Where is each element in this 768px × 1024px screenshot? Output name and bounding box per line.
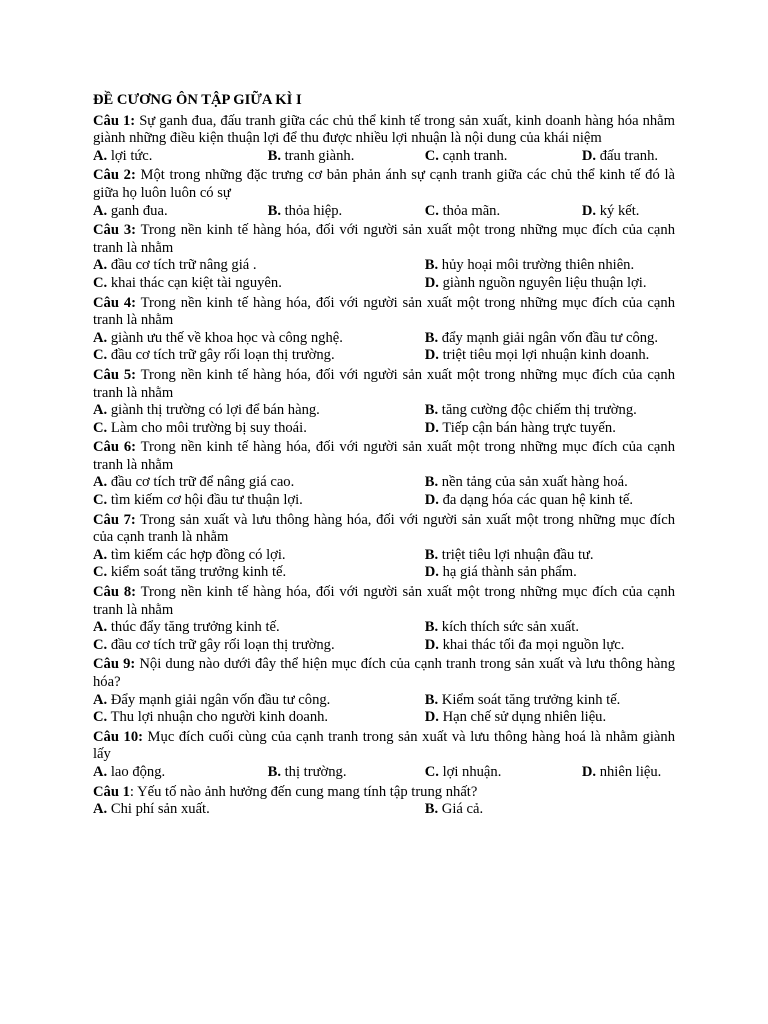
option-text: thị trường.: [280, 763, 347, 780]
question-text: [93, 729, 675, 764]
question-number: Câu 2:: [93, 167, 136, 184]
option-letter: D.: [581, 763, 597, 780]
option-letter: A.: [93, 546, 108, 563]
question-body: Sự ganh đua, đấu tranh giữa các chủ thể kinh tế trong sản xuất, kinh doanh hàng hóa nhằm giành những điều kiện thuận lợi để thu được nhiều lợi nhuận là nội dung của khái niệm: [93, 112, 676, 147]
question-text: [93, 113, 675, 148]
option-letter: D.: [424, 347, 439, 364]
question-text: [93, 656, 675, 691]
question-body: Trong nền kinh tế hàng hóa, đối với người sản xuất một trong những mục đích của cạnh tranh là nhằm: [93, 584, 675, 618]
option-letter: B.: [424, 801, 439, 818]
question-number: Câu 6:: [93, 439, 137, 456]
option-letter: C.: [93, 274, 108, 291]
option-letter: A.: [93, 402, 108, 419]
answer-option-b: [425, 330, 675, 348]
answer-options: [93, 330, 675, 365]
option-letter: C.: [93, 492, 108, 509]
question-2: [93, 167, 675, 220]
answer-option-b: [268, 203, 425, 221]
option-text: giành thị trường có lợi để bán hàng.: [107, 402, 320, 419]
option-letter: B.: [424, 619, 439, 636]
option-text: ganh đua.: [107, 202, 168, 219]
option-letter: B.: [267, 147, 281, 164]
option-letter: C.: [424, 147, 439, 164]
answer-option-b: [268, 148, 425, 166]
option-text: nhiên liệu.: [596, 763, 662, 780]
option-letter: A.: [93, 763, 108, 780]
option-letter: D.: [424, 419, 439, 436]
option-letter: A.: [93, 329, 108, 346]
answer-option-a: [93, 257, 425, 275]
option-text: thúc đẩy tăng trưởng kinh tế.: [107, 619, 280, 636]
answer-options: [93, 801, 675, 819]
option-letter: A.: [93, 257, 108, 274]
question-text: [93, 584, 675, 619]
question-9: [93, 656, 675, 726]
answer-option-c: [93, 492, 425, 510]
option-letter: B.: [424, 402, 439, 419]
answer-option-a: [93, 330, 425, 348]
option-text: tăng cường độc chiếm thị trường.: [438, 402, 637, 419]
option-text: Thu lợi nhuận cho người kinh doanh.: [107, 709, 329, 726]
question-list: [93, 113, 675, 819]
option-text: đầu cơ tích trữ để nâng giá cao.: [107, 474, 295, 491]
option-letter: D.: [424, 636, 439, 653]
answer-option-a: [93, 203, 268, 221]
question-body: Một trong những đặc trưng cơ bản phản ánh sự cạnh tranh giữa các chủ thể kinh tế đó là giữa họ luôn luôn có sự: [93, 167, 676, 201]
answer-option-d: [425, 637, 675, 655]
option-letter: C.: [93, 419, 108, 436]
answer-options: [93, 547, 675, 582]
option-text: tìm kiếm các hợp đồng có lợi.: [107, 546, 286, 563]
option-text: Kiểm soát tăng trưởng kinh tế.: [438, 691, 621, 708]
option-text: kiểm soát tăng trưởng kinh tế.: [107, 564, 287, 581]
question-3: [93, 222, 675, 292]
option-letter: A.: [93, 147, 108, 164]
option-text: triệt tiêu mọi lợi nhuận kinh doanh.: [438, 347, 650, 364]
option-text: tìm kiếm cơ hội đầu tư thuận lợi.: [107, 492, 303, 509]
answer-option-d: [582, 203, 675, 221]
question-text: [93, 439, 675, 474]
option-letter: D.: [581, 147, 597, 164]
option-text: giành ưu thế về khoa học và công nghệ.: [107, 329, 343, 346]
question-text: [93, 367, 675, 402]
option-text: đấu tranh.: [596, 147, 659, 164]
option-letter: D.: [424, 709, 439, 726]
option-text: hủy hoại môi trường thiên nhiên.: [438, 257, 635, 274]
answer-option-c: [93, 564, 425, 582]
option-letter: D.: [424, 564, 439, 581]
question-number: Câu 4:: [93, 294, 137, 311]
answer-option-d: [425, 420, 675, 438]
question-body: Mục đích cuối cùng của cạnh tranh trong sản xuất và lưu thông hàng hoá là nhằm giành lấy: [93, 728, 675, 763]
answer-option-a: [93, 619, 425, 637]
answer-option-c: [93, 709, 425, 727]
option-letter: A.: [93, 691, 108, 708]
option-text: đa dạng hóa các quan hệ kinh tế.: [438, 492, 634, 509]
answer-options: [93, 257, 675, 292]
option-text: lợi tức.: [107, 147, 153, 164]
question-number: Câu 9:: [93, 656, 136, 673]
answer-option-a: [93, 547, 425, 565]
answer-option-d: [582, 148, 675, 166]
answer-options: [93, 148, 675, 166]
option-letter: B.: [424, 329, 439, 346]
question-text: [93, 295, 675, 330]
option-letter: B.: [424, 257, 439, 274]
question-number: Câu 5:: [93, 366, 137, 383]
answer-option-d: [425, 709, 675, 727]
answer-option-a: [93, 148, 268, 166]
question-text: [93, 222, 675, 257]
option-letter: C.: [424, 202, 439, 219]
option-letter: D.: [424, 492, 439, 509]
option-text: ký kết.: [596, 202, 640, 219]
question-body: Nội dung nào dưới đây thể hiện mục đích của cạnh tranh trong sản xuất và lưu thông hàng hóa?: [93, 656, 675, 690]
option-text: thỏa mãn.: [438, 202, 501, 219]
question-text: [93, 167, 675, 202]
answer-option-b: [425, 402, 675, 420]
answer-options: [93, 692, 675, 727]
option-text: khai thác cạn kiệt tài nguyên.: [107, 274, 282, 291]
answer-option-a: [93, 474, 425, 492]
answer-option-a: [93, 692, 425, 710]
answer-option-a: [93, 402, 425, 420]
answer-option-c: [425, 764, 582, 782]
answer-option-c: [425, 148, 582, 166]
answer-option-a: [93, 764, 268, 782]
option-letter: B.: [267, 763, 281, 780]
answer-options: [93, 764, 675, 782]
option-text: nền tảng của sản xuất hàng hoá.: [438, 474, 628, 491]
question-body: Trong nền kinh tế hàng hóa, đối với người sản xuất một trong những mục đích của cạnh tranh là nhằm: [93, 222, 675, 256]
question-body: Trong sản xuất và lưu thông hàng hóa, đối với người sản xuất một trong những mục đích của cạnh tranh là nhằm: [93, 511, 676, 546]
answer-option-c: [93, 347, 425, 365]
answer-options: [93, 474, 675, 509]
option-letter: B.: [424, 691, 439, 708]
option-letter: C.: [424, 763, 439, 780]
answer-option-b: [425, 801, 675, 819]
option-text: kích thích sức sản xuất.: [438, 619, 579, 636]
question-body: Trong nền kinh tế hàng hóa, đối với người sản xuất một trong những mục đích của cạnh tranh là nhằm: [93, 294, 675, 329]
answer-option-c: [93, 637, 425, 655]
option-text: đầu cơ tích trữ nâng giá .: [107, 257, 257, 274]
question-10: [93, 729, 675, 782]
option-text: lợi nhuận.: [438, 763, 502, 780]
question-text: [93, 512, 675, 547]
option-text: đầu cơ tích trữ gây rối loạn thị trường.: [107, 347, 335, 364]
question-body: : Yếu tố nào ảnh hưởng đến cung mang tính tập trung nhất?: [129, 783, 478, 800]
option-letter: A.: [93, 619, 108, 636]
question-1: [93, 113, 675, 166]
option-letter: C.: [93, 347, 108, 364]
answer-options: [93, 619, 675, 654]
answer-option-c: [93, 420, 425, 438]
question-body: Trong nền kinh tế hàng hóa, đối với người sản xuất một trong những mục đích của cạnh tranh là nhằm: [93, 366, 675, 401]
question-7: [93, 512, 675, 582]
option-letter: A.: [93, 474, 108, 491]
answer-options: [93, 203, 675, 221]
option-text: đầu cơ tích trữ gây rối loạn thị trường.: [107, 636, 335, 653]
document-title: ĐỀ CƯƠNG ÔN TẬP GIỮA KÌ I: [93, 92, 302, 108]
answer-option-b: [425, 692, 675, 710]
option-text: lao động.: [107, 763, 166, 780]
option-letter: C.: [93, 564, 108, 581]
document-page: [93, 92, 675, 819]
question-11: [93, 784, 675, 819]
question-body: Trong nền kinh tế hàng hóa, đối với người sản xuất một trong những mục đích của cạnh tranh là nhằm: [93, 439, 675, 473]
option-text: Hạn chế sử dụng nhiên liệu.: [438, 709, 607, 726]
option-letter: C.: [93, 709, 108, 726]
option-text: Giá cả.: [438, 801, 484, 818]
question-number: Câu 8:: [93, 584, 137, 601]
answer-option-b: [425, 257, 675, 275]
answer-option-b: [425, 474, 675, 492]
question-number: Câu 3:: [93, 222, 137, 239]
answer-options: [93, 402, 675, 437]
option-letter: D.: [581, 202, 597, 219]
question-8: [93, 584, 675, 654]
answer-option-c: [425, 203, 582, 221]
answer-option-d: [582, 764, 675, 782]
option-text: Làm cho môi trường bị suy thoái.: [107, 419, 307, 436]
answer-option-d: [425, 564, 675, 582]
option-letter: C.: [93, 636, 108, 653]
option-letter: B.: [424, 546, 439, 563]
option-letter: B.: [267, 202, 281, 219]
option-text: Chi phí sản xuất.: [107, 801, 210, 818]
question-text: [93, 784, 675, 802]
option-text: thỏa hiệp.: [280, 202, 343, 219]
option-text: đẩy mạnh giải ngân vốn đầu tư công.: [438, 329, 659, 346]
option-text: hạ giá thành sản phẩm.: [438, 564, 577, 581]
question-5: [93, 367, 675, 437]
answer-option-b: [425, 547, 675, 565]
question-4: [93, 295, 675, 365]
question-number: Câu 1:: [93, 112, 136, 129]
question-6: [93, 439, 675, 509]
option-text: Tiếp cận bán hàng trực tuyến.: [438, 419, 616, 436]
answer-option-d: [425, 492, 675, 510]
question-number: Câu 10:: [93, 728, 143, 745]
option-text: cạnh tranh.: [438, 147, 508, 164]
answer-option-b: [268, 764, 425, 782]
answer-option-d: [425, 275, 675, 293]
option-letter: A.: [93, 801, 108, 818]
question-number: Câu 7:: [93, 511, 136, 528]
option-letter: D.: [424, 274, 439, 291]
question-number: Câu 1: [93, 783, 130, 800]
answer-option-a: [93, 801, 425, 819]
option-text: triệt tiêu lợi nhuận đầu tư.: [438, 546, 594, 563]
option-text: tranh giành.: [280, 147, 355, 164]
option-text: khai thác tối đa mọi nguồn lực.: [438, 636, 625, 653]
option-text: Đẩy mạnh giải ngân vốn đầu tư công.: [107, 691, 331, 708]
answer-option-d: [425, 347, 675, 365]
option-letter: A.: [93, 202, 108, 219]
option-text: giành nguồn nguyên liệu thuận lợi.: [438, 274, 647, 291]
answer-option-b: [425, 619, 675, 637]
option-letter: B.: [424, 474, 439, 491]
answer-option-c: [93, 275, 425, 293]
